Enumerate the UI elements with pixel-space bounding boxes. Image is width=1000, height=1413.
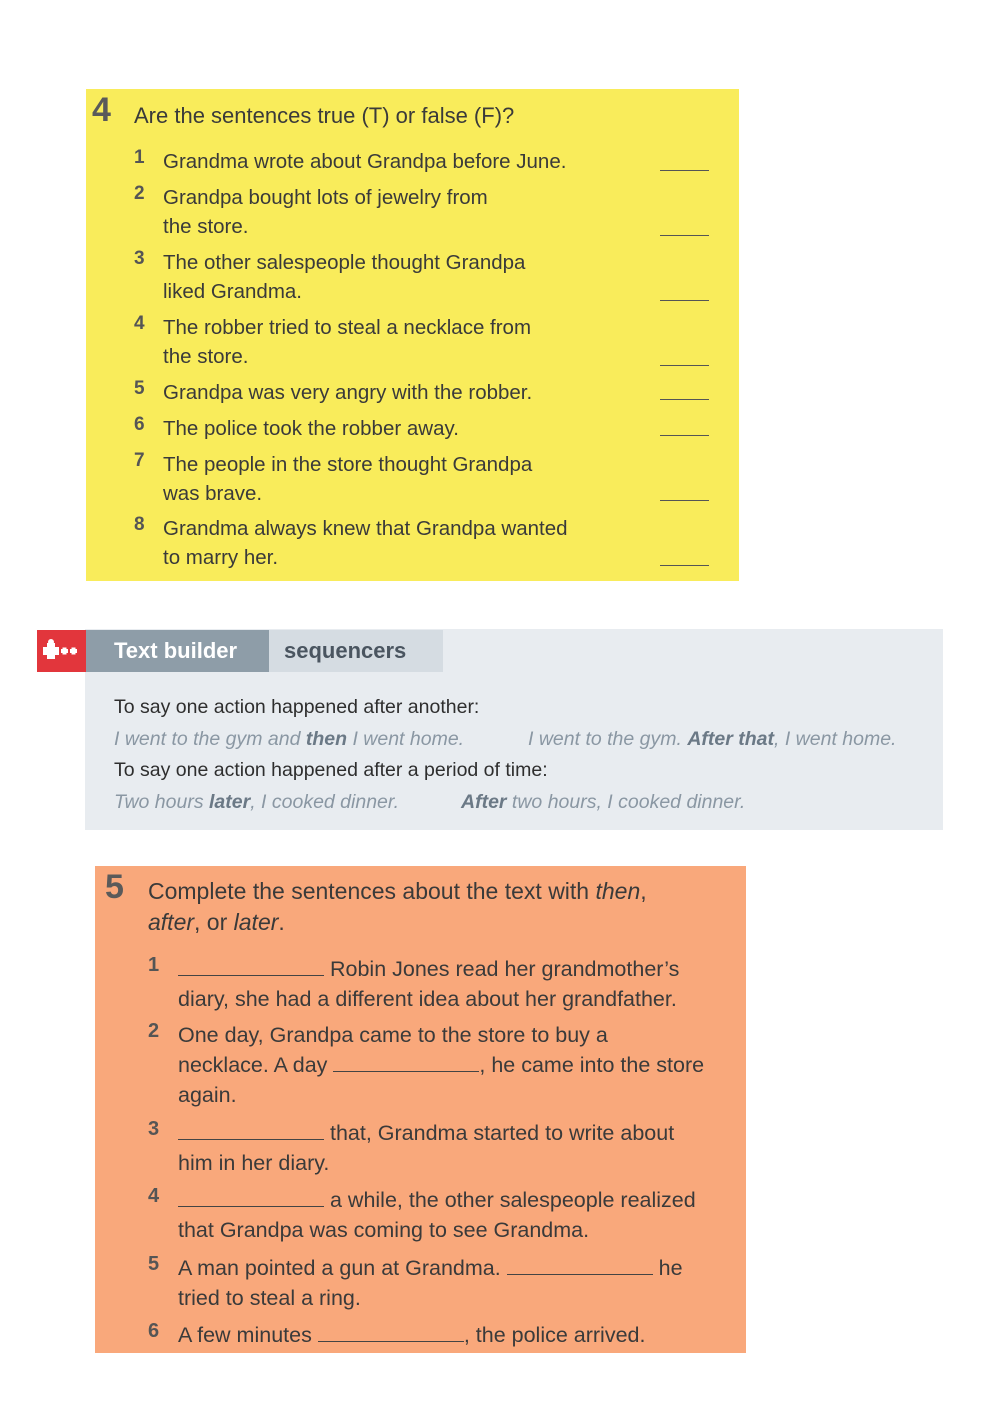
exercise-instruction: Are the sentences true (T) or false (F)? bbox=[134, 103, 515, 128]
item-text: One day, Grandpa came to the store to buy a necklace. A day , he came into the store again. bbox=[178, 1023, 705, 1107]
answer-blank[interactable] bbox=[660, 300, 709, 301]
item-text: The people in the store thought Grandpa bbox=[163, 453, 533, 476]
exercise-5-panel bbox=[95, 866, 746, 1353]
fill-in-blank[interactable] bbox=[333, 1053, 479, 1072]
item-text: The police took the robber away. bbox=[163, 417, 459, 440]
item-text: the store. bbox=[163, 345, 249, 368]
item-text: to marry her. bbox=[163, 546, 279, 569]
item-text: Grandma always knew that Grandpa wanted bbox=[163, 517, 568, 540]
answer-blank[interactable] bbox=[660, 500, 709, 501]
item-number: 6 bbox=[148, 1320, 160, 1342]
exercise-instruction: Complete the sentences about the text with then, after, or later. bbox=[148, 878, 647, 935]
answer-blank[interactable] bbox=[660, 399, 709, 400]
item-text: that, Grandma started to write about him in her diary. bbox=[178, 1121, 675, 1175]
item-number: 5 bbox=[148, 1253, 160, 1275]
item-text: The robber tried to steal a necklace from bbox=[163, 316, 532, 339]
text-builder-badge bbox=[37, 630, 86, 672]
rule-text: To say one action happened after another: bbox=[114, 696, 480, 718]
fill-in-blank[interactable] bbox=[507, 1256, 653, 1275]
answer-blank[interactable] bbox=[660, 565, 709, 566]
exercise-number: 5 bbox=[105, 868, 124, 906]
text-builder-title: Text builder bbox=[86, 630, 269, 672]
item-text: the store. bbox=[163, 215, 249, 238]
item-number: 8 bbox=[134, 514, 145, 535]
item-text: a while, the other salespeople realized that Grandpa was coming to see Grandma. bbox=[178, 1188, 696, 1242]
answer-blank[interactable] bbox=[660, 235, 709, 236]
item-text: liked Grandma. bbox=[163, 280, 303, 303]
example-sentence: I went to the gym. After that, I went home. bbox=[528, 728, 897, 750]
item-number: 2 bbox=[148, 1020, 160, 1042]
item-number: 6 bbox=[134, 414, 145, 435]
answer-blank[interactable] bbox=[660, 170, 709, 171]
rule-text: To say one action happened after a period of time: bbox=[114, 759, 548, 781]
item-number: 3 bbox=[148, 1118, 160, 1140]
item-number: 4 bbox=[134, 313, 145, 334]
example-sentence: Two hours later, I cooked dinner. bbox=[114, 791, 400, 813]
item-text: Robin Jones read her grandmother’s diary, she had a different idea about her grandfather. bbox=[178, 957, 680, 1011]
item-text: Grandpa was very angry with the robber. bbox=[163, 381, 533, 404]
item-number: 1 bbox=[134, 147, 145, 168]
exercise-number: 4 bbox=[92, 91, 111, 129]
text-builder-topic: sequencers bbox=[269, 630, 443, 672]
puzzle-plus-icon bbox=[41, 638, 82, 664]
example-sentence: I went to the gym and then I went home. bbox=[114, 728, 465, 750]
example-sentence: After two hours, I cooked dinner. bbox=[461, 791, 746, 813]
exercise-4-panel bbox=[86, 89, 739, 581]
item-number: 1 bbox=[148, 954, 160, 976]
item-number: 4 bbox=[148, 1185, 160, 1207]
item-text: was brave. bbox=[163, 482, 263, 505]
item-text: Grandma wrote about Grandpa before June. bbox=[163, 150, 567, 173]
answer-blank[interactable] bbox=[660, 435, 709, 436]
item-number: 7 bbox=[134, 450, 145, 471]
item-text: A few minutes , the police arrived. bbox=[178, 1323, 646, 1347]
item-number: 3 bbox=[134, 248, 145, 269]
fill-in-blank[interactable] bbox=[178, 1188, 324, 1207]
answer-blank[interactable] bbox=[660, 365, 709, 366]
item-text: Grandpa bought lots of jewelry from bbox=[163, 186, 488, 209]
fill-in-blank[interactable] bbox=[318, 1323, 464, 1342]
item-text: A man pointed a gun at Grandma. he tried to steal a ring. bbox=[178, 1256, 683, 1310]
item-text: The other salespeople thought Grandpa bbox=[163, 251, 526, 274]
item-number: 2 bbox=[134, 183, 145, 204]
fill-in-blank[interactable] bbox=[178, 1121, 324, 1140]
item-number: 5 bbox=[134, 378, 145, 399]
fill-in-blank[interactable] bbox=[178, 957, 324, 976]
